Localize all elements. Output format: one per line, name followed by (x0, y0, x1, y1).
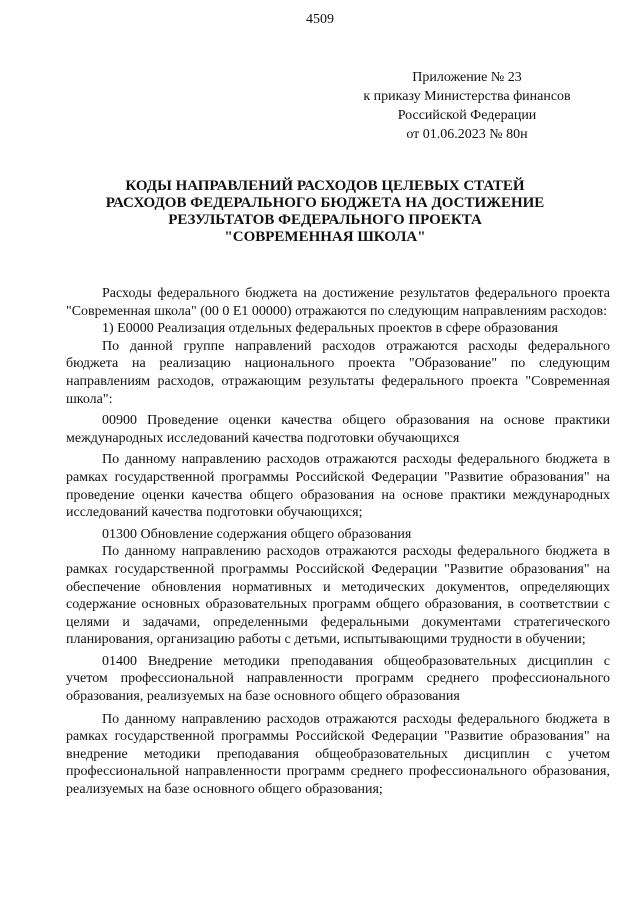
paragraph-00900-description: По данному направлению расходов отражаются расходы федерального бюджета в рамках государственной программы Российской Федерации "Развитие образования" на проведение оценки качества общего образования на основе практики международных исследований качества подготовки обучающихся; (66, 452, 610, 521)
title-line-3: РЕЗУЛЬТАТОВ ФЕДЕРАЛЬНОГО ПРОЕКТА (168, 212, 482, 228)
paragraph-01400-description: По данному направлению расходов отражаются расходы федерального бюджета в рамках государственной программы Российской Федерации "Развитие образования" на внедрение методики преподавания общеобразовательных дисциплин с учетом профессиональной направленности программ среднего профессионального образования, реализуемых на базе основного общего образования; (66, 711, 610, 798)
code-heading-00900: 00900 Проведение оценки качества общего образования на основе практики международных исследований качества подготовки обучающихся (66, 413, 610, 446)
annex-order-ref: к приказу Министерства финансов (363, 89, 571, 104)
title-line-1: КОДЫ НАПРАВЛЕНИЙ РАСХОДОВ ЦЕЛЕВЫХ СТАТЕЙ (125, 178, 525, 194)
title-line-4: "СОВРЕМЕННАЯ ШКОЛА" (224, 229, 426, 245)
paragraph-01300-description: По данному направлению расходов отражаются расходы федерального бюджета в рамках государственной программы Российской Федерации "Развитие образования" на обеспечение обновления нормативных и методических документов, определяющих содержание основных образовательных программ общего образования, в соответствии с целями и задачами, определенными федеральными документами стратегического планирования, организацию работы с детьми, испытывающими трудности в обучении; (66, 544, 610, 648)
section-heading-e0000: 1) Е0000 Реализация отдельных федеральных проектов в сфере образования (102, 321, 558, 337)
annex-header (352, 68, 582, 144)
page-number: 4509 (306, 12, 334, 27)
code-heading-01300: 01300 Обновление содержания общего образования (102, 526, 412, 542)
document-title (90, 178, 560, 246)
intro-paragraph: Расходы федерального бюджета на достижение результатов федерального проекта "Современная школа" (00 0 Е1 00000) отражаются по следующим направлениям расходов: (66, 286, 610, 319)
annex-number: Приложение № 23 (412, 70, 522, 85)
title-line-2: РАСХОДОВ ФЕДЕРАЛЬНОГО БЮДЖЕТА НА ДОСТИЖЕНИЕ (105, 195, 545, 211)
annex-date: от 01.06.2023 № 80н (406, 127, 528, 142)
annex-ministry: Российской Федерации (397, 108, 537, 123)
document-body (66, 285, 610, 799)
paragraph-e0000-description: По данной группе направлений расходов отражаются расходы федерального бюджета на реализацию национального проекта "Образование" по следующим направлениям расходов, отражающим результаты федерального проекта "Современная школа": (66, 338, 610, 407)
code-heading-01400: 01400 Внедрение методики преподавания общеобразовательных дисциплин с учетом профессиональной направленности программ среднего профессионального образования, реализуемых на базе основного общего образования (66, 653, 610, 705)
